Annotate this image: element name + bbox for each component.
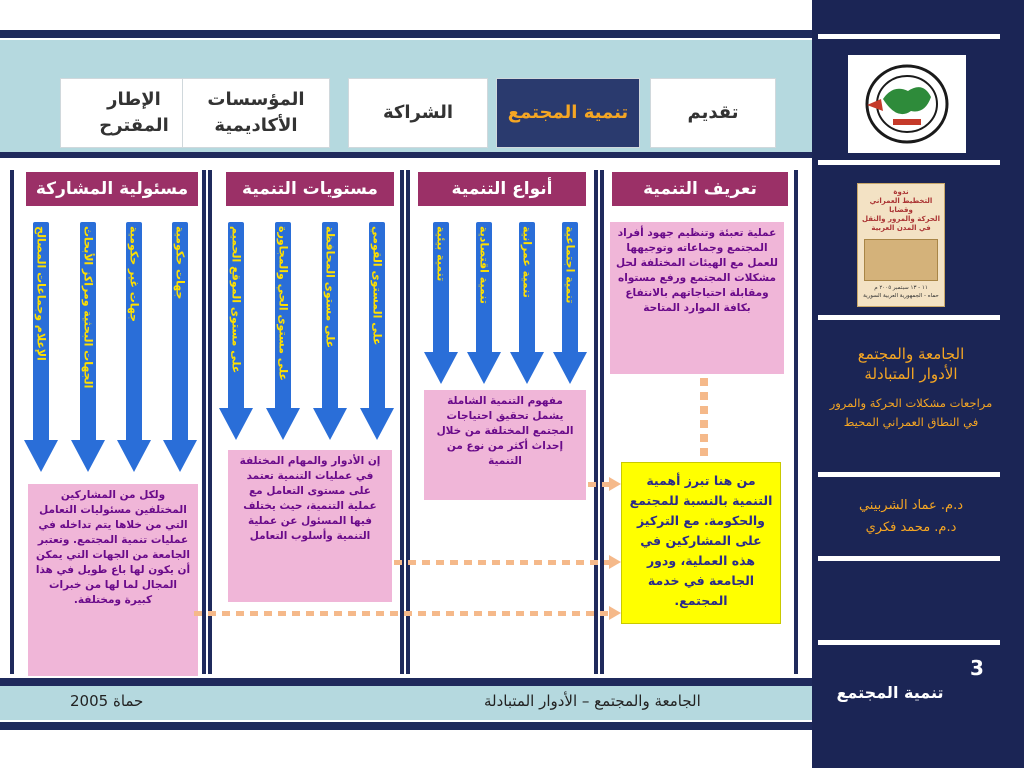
arrow-head-icon [163, 440, 197, 472]
arrow-head-icon [424, 352, 458, 384]
institute-logo-icon [853, 59, 961, 149]
arrow-label: الجهات البحثية ومراكز الأبحاث [81, 226, 95, 389]
arrow-label: جهات حكومية [173, 226, 187, 300]
arrow-label: جهات غير حكومية [127, 226, 141, 323]
sidebar-divider [818, 556, 1000, 561]
top-divider-line [0, 30, 812, 38]
levels-summary-box: إن الأدوار والمهام المختلفة في عمليات التنمية تعتمد على مستوى التعامل مع عملية التنمية، حيث يختلف فيها المسئول عن عملية التنمية وأسلوب التعامل [228, 450, 392, 602]
column-divider [794, 170, 798, 674]
sidebar-subtitle: الأدوار المتبادلة [864, 365, 958, 383]
tab-partnership[interactable]: الشراكة [348, 78, 488, 148]
arrow-head-icon [467, 352, 501, 384]
development-types-header: أنواع التنمية [418, 172, 586, 206]
seminar-poster [857, 183, 945, 307]
sidebar-title: الجامعة والمجتمع [857, 345, 965, 363]
column-divider [600, 170, 604, 674]
arrow-head-icon [360, 408, 394, 440]
arrow-head-icon [510, 352, 544, 384]
arrow-head-icon [266, 408, 300, 440]
dotted-connector-types [588, 482, 610, 487]
top-margin [0, 0, 812, 28]
poster-footer: ١١ - ١٣ سبتمبر ٢٠٠٥ م حماه - الجمهورية العربية السورية [863, 285, 939, 299]
arrow-head-icon [313, 408, 347, 440]
definition-text-box: عملية تعبئة وتنظيم جهود أفراد المجتمع وجماعاته وتوجيهها للعمل مع الهيئات المختلفة لحل مشكلات المجتمع ورفع مستواه ومقابلة احتياجاتهم بالانتفاع بكافة الموارد المتاحة [610, 222, 784, 374]
column-divider [10, 170, 14, 674]
poster-title: ندوة التخطيط العمراني وقضايا الحركة والمرور والنقل في المدن العربية [862, 188, 940, 232]
arrow-head-icon [117, 440, 151, 472]
column-divider [202, 170, 206, 674]
arrow-head-icon [219, 408, 253, 440]
poster-image [864, 239, 938, 281]
sidebar-description: مراجعات مشكلات الحركة والمرور في النطاق العمراني المحيط [829, 396, 993, 429]
connector-arrowhead-icon [609, 555, 621, 569]
institute-logo [848, 55, 966, 153]
sidebar-section-label: تنمية المجتمع [836, 683, 944, 702]
sidebar-divider [818, 472, 1000, 477]
arrow-label: تنمية اقتصادية [477, 226, 491, 304]
arrow-label: على مستوى الموقع الحميم [229, 226, 243, 374]
dotted-connector-vertical [700, 378, 708, 462]
connector-arrowhead-icon [609, 606, 621, 620]
sidebar-divider [818, 34, 1000, 39]
footer-divider-line [0, 722, 812, 730]
column-divider [400, 170, 404, 674]
dotted-connector-participation [194, 611, 610, 616]
arrow-label: على مستوى المحافظة [323, 226, 337, 349]
arrow-label: تنمية بيئية [434, 226, 448, 282]
sidebar-divider [818, 160, 1000, 165]
tab-academic-institutions[interactable]: المؤسسات الأكاديمية [182, 78, 330, 148]
dotted-connector-levels [394, 560, 610, 565]
column-divider [594, 170, 598, 674]
column-divider [208, 170, 212, 674]
types-summary-box: مفهوم التنمية الشاملة يشمل تحقيق احتياجات المجتمع المختلفة من خلال إحداث أكثر من نوع من التنمية [424, 390, 586, 500]
arrow-label: الإعلام وجماعات المصالح [34, 226, 48, 361]
arrow-head-icon [553, 352, 587, 384]
author-1: د.م. عماد الشربيني [858, 498, 964, 513]
arrow-label: تنمية اجتماعية [563, 226, 577, 304]
author-2: د.م. محمد فكري [865, 520, 957, 535]
arrow-head-icon [71, 440, 105, 472]
sidebar-divider [818, 315, 1000, 320]
arrow-head-icon [24, 440, 58, 472]
development-levels-header: مستويات التنمية [226, 172, 394, 206]
footer-title: الجامعة والمجتمع – الأدوار المتبادلة [484, 692, 701, 710]
connector-arrowhead-icon [609, 477, 621, 491]
footer-divider-line [0, 678, 812, 686]
tab-introduction[interactable]: تقديم [650, 78, 776, 148]
tab-community-development[interactable]: تنمية المجتمع [496, 78, 640, 148]
footer-location-year: حماة 2005 [70, 692, 144, 710]
arrow-label: على مستوى الحي والمجاورة [276, 226, 290, 381]
conclusion-box: من هنا تبرز أهمية التنمية بالنسبة للمجتمع والحكومة. مع التركيز على المشاركين في هذه العملية، ودور الجامعة في خدمة المجتمع. [621, 462, 781, 624]
participation-responsibility-header: مسئولية المشاركة [26, 172, 198, 206]
arrow-label: على المستوى القومي [370, 226, 384, 346]
tab-proposed-framework[interactable]: الإطار المقترح [60, 78, 208, 148]
sidebar-divider [818, 640, 1000, 645]
column-divider [406, 170, 410, 674]
development-definition-header: تعريف التنمية [612, 172, 788, 206]
page-number: 3 [970, 656, 984, 680]
bottom-margin [0, 730, 812, 768]
arrow-label: تنمية عمرانية [520, 226, 534, 298]
participation-summary-box: ولكل من المشاركين المختلفين مسئوليات التعامل التي من خلاها يتم تداخله في عمليات تنمية المجتمع. وتعتبر الجامعة من الجهات التي يمكن أن يكون لها باع طويل في هذا المجال لما لها من خبرات كبيرة ومختلفة. [28, 484, 198, 676]
